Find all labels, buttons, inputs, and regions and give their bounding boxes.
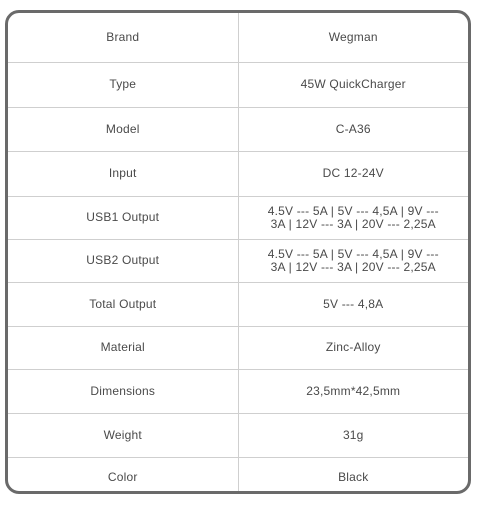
spec-row-weight [8,413,468,457]
spec-label: Type [8,62,238,107]
spec-value: 4.5V --- 5A | 5V --- 4,5A | 9V --- 3A | 12V --- 3A | 20V --- 2,25A [238,196,468,239]
spec-value: Wegman [238,13,468,62]
spec-row-input [8,151,468,196]
spec-label: Total Output [8,282,238,326]
spec-row-color [8,457,468,494]
spec-value: 4.5V --- 5A | 5V --- 4,5A | 9V --- 3A | 12V --- 3A | 20V --- 2,25A [238,239,468,282]
spec-value: 23,5mm*42,5mm [238,369,468,413]
spec-label: Weight [8,413,238,457]
spec-label: USB1 Output [8,196,238,239]
spec-value: 5V --- 4,8A [238,282,468,326]
spec-row-brand [8,13,468,62]
spec-row-usb1-output [8,196,468,239]
spec-label: Model [8,107,238,151]
spec-row-model [8,107,468,151]
spec-label: Dimensions [8,369,238,413]
spec-table [8,13,468,494]
spec-value: Zinc-Alloy [238,326,468,369]
spec-row-dimensions [8,369,468,413]
spec-label: USB2 Output [8,239,238,282]
spec-row-material [8,326,468,369]
spec-row-type [8,62,468,107]
spec-label: Material [8,326,238,369]
spec-value: Black [338,469,369,484]
spec-value: 31g [238,413,468,457]
spec-value: 45W QuickCharger [238,62,468,107]
spec-label: Input [8,151,238,196]
spec-row-total-output [8,282,468,326]
spec-row-usb2-output [8,239,468,282]
spec-label: Color [8,457,238,494]
spec-value: C-A36 [238,107,468,151]
spec-value: DC 12-24V [238,151,468,196]
spec-label: Brand [8,13,238,62]
spec-card [5,10,471,494]
